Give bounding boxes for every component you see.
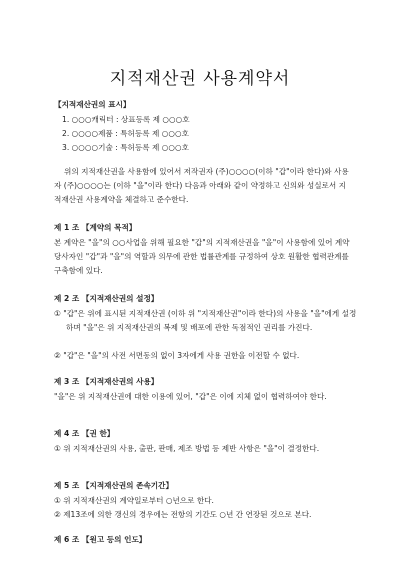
article-5-item-2: ② 제13조에 의한 갱신의 경우에는 전항의 기간도 ○년 간 연장된 것으로 본다. [54, 510, 312, 519]
article-4-item-1: ① 위 지적재산권의 사용, 출판, 판매, 제조 방법 등 제반 사항은 "을"이 결정한다. [54, 444, 320, 453]
article-4-heading: 제 4 조 【권 한】 [54, 429, 115, 438]
display-item-2: 2. ○○○○제품 : 특허등록 제 ○○○호 [62, 129, 189, 138]
article-3-heading: 제 3 조 【지적재산권의 사용】 [54, 377, 159, 386]
section-heading-display: 【지적재산권의 표시】 [54, 100, 131, 109]
article-5-item-1: ① 위 지적재산권의 계약일로부터 ○년으로 한다. [54, 496, 214, 505]
document-title: 지적재산권 사용계약서 [109, 69, 291, 89]
article-3-body: "을"은 위 지적재산권에 대한 이용에 있어, "갑"은 이에 지체 없이 협력하여야 한다. [54, 392, 327, 401]
display-item-3: 3. ○○○○기술 : 특허등록 제 ○○○호 [62, 143, 189, 152]
article-2-item-1: ① "갑"은 위에 표시된 지적재산권 (이하 위 "지적재산권"이라 한다)의 사용을 "을"에게 설정하며 "을"은 위 지적재산권의 복제 및 배포에 관한 독점적인 권리를 가진다. [54, 309, 357, 332]
intro-paragraph: 위의 지적재산권을 사용함에 있어서 저작권자 (주)○○○○(이하 "갑"이라 한다)와 사용자 (주)○○○○는 (이하 "을"이라 한다) 다음과 아래와 같이 약정하고 신의와 성실로서 지적재산권 사용계약을 체결하고 준수한다. [54, 167, 349, 204]
article-2-item-2: ② "갑"은 "을"의 사전 서면동의 없이 3자에게 사용 권한을 이전할 수 없다. [54, 351, 300, 360]
article-6-heading: 제 6 조 【원고 등의 인도】 [54, 535, 147, 544]
display-item-1: 1. ○○○캐릭터 : 상표등록 제 ○○○호 [62, 115, 190, 124]
article-5-heading: 제 5 조 【지적재산권의 존속기간】 [54, 481, 174, 490]
article-1-body: 본 계약은 "을"의 ○○사업을 위해 필요한 "갑"의 지적재산권을 "을"이 사용함에 있어 계약 당사자인 "갑"과 "을"의 역할과 의무에 관한 법률관계를 규정하여 상호 원활한 협력관계를 구축함에 있다. [54, 238, 350, 275]
article-1-heading: 제 1 조 【계약의 목적】 [54, 223, 137, 232]
article-2-heading: 제 2 조 【지적재산권의 설정】 [54, 294, 159, 303]
